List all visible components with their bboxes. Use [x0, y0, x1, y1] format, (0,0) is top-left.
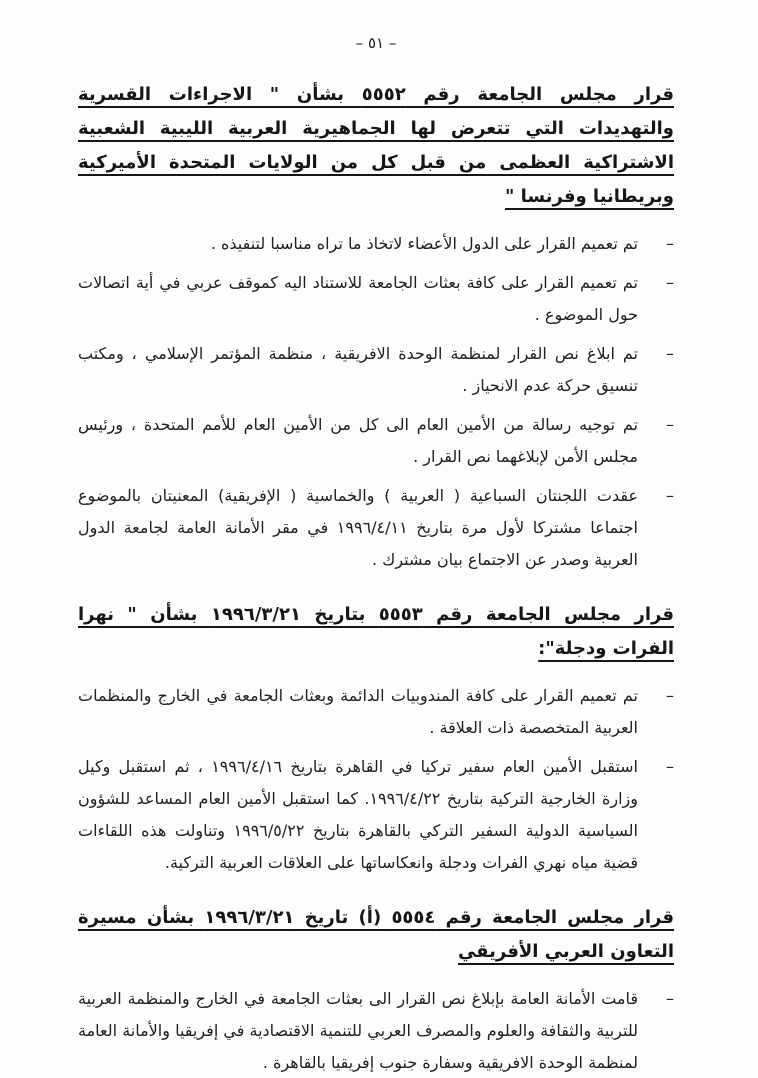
- bullet-list: [78, 983, 674, 1078]
- bullet-text: قامت الأمانة العامة بإبلاغ نص القرار الى بعثات الجامعة في الخارج والمنظمة العربية للتربية والثقافة والعلوم والمصرف العربي للتنمية الاقتصادية في إفريقيا والأمانة العامة لمنظمة الوحدة الافريقية وسفارة جنوب إفريقيا بالقاهرة .: [78, 989, 638, 1072]
- bullet-item: [78, 480, 674, 576]
- dash-bullet-icon: –: [666, 486, 674, 505]
- dash-bullet-icon: –: [666, 757, 674, 776]
- bullet-item: [78, 983, 674, 1078]
- dash-bullet-icon: –: [666, 273, 674, 292]
- section-heading-5554: قرار مجلس الجامعة رقم ٥٥٥٤ (أ) تاريخ ١٩٩٦/٣/٢١ بشأن مسيرة التعاون العربي الأفريقي: [78, 907, 674, 962]
- section-heading-5552: قرار مجلس الجامعة رقم ٥٥٥٢ بشأن " الاجراءات القسرية والتهديدات التي تتعرض لها الجماهيرية العربية الليبية الشعبية الاشتراكية العظمى من قبل كل من الولايات المتحدة الأميركية وبريطانيا وفرنسا ": [78, 84, 674, 207]
- bullet-text: تم ابلاغ نص القرار لمنظمة الوحدة الافريقية ، منظمة المؤتمر الإسلامي ، ومكتب تنسيق حركة عدم الانحياز .: [78, 344, 638, 395]
- bullet-text: تم تعميم القرار على كافة المندوبيات الدائمة وبعثات الجامعة في الخارج والمنظمات العربية المتخصصة ذات العلاقة .: [78, 686, 638, 737]
- bullet-item: [78, 338, 674, 402]
- bullet-item: [78, 751, 674, 879]
- dash-bullet-icon: –: [666, 989, 674, 1008]
- bullet-list: [78, 228, 674, 576]
- bullet-item: [78, 409, 674, 473]
- bullet-list: [78, 680, 674, 879]
- bullet-text: تم توجيه رسالة من الأمين العام الى كل من الأمين العام للأمم المتحدة ، ورئيس مجلس الأمن لإبلاغهما نص القرار .: [78, 415, 638, 466]
- dash-bullet-icon: –: [666, 686, 674, 705]
- section-resolution-5554: [78, 901, 674, 1078]
- bullet-item: [78, 680, 674, 744]
- bullet-item: [78, 228, 674, 260]
- section-resolution-5553: [78, 598, 674, 879]
- dash-bullet-icon: –: [666, 415, 674, 434]
- section-resolution-5552: [78, 78, 674, 576]
- dash-bullet-icon: –: [666, 234, 674, 253]
- bullet-text: استقبل الأمين العام سفير تركيا في القاهرة بتاريخ ١٩٩٦/٤/١٦ ، ثم استقبل وكيل وزارة الخارجية التركية بتاريخ ١٩٩٦/٤/٢٢. كما استقبل الأمين العام المساعد للشؤون السياسية الدولية السفير التركي بالقاهرة بتاريخ ١٩٩٦/٥/٢٢ وتناولت هذه اللقاءات قضية مياه نهري الفرات ودجلة وانعكاساتها على العلاقات العربية التركية.: [78, 757, 639, 872]
- page-number: – ٥١ –: [355, 34, 397, 52]
- bullet-text: تم تعميم القرار على كافة بعثات الجامعة للاستناد اليه كموقف عربي في أية اتصالات حول الموضوع .: [78, 273, 638, 324]
- bullet-text: تم تعميم القرار على الدول الأعضاء لاتخاذ ما تراه مناسبا لتنفيذه .: [210, 234, 638, 253]
- bullet-item: [78, 267, 674, 331]
- bullet-text: عقدت اللجنتان السباعية ( العربية ) والخماسية ( الإفريقية) المعنيتان بالموضوع اجتماعا مشتركا لأول مرة بتاريخ ١٩٩٦/٤/١١ في مقر الأمانة العامة لجامعة الدول العربية وصدر عن الاجتماع بيان مشترك .: [78, 486, 638, 569]
- dash-bullet-icon: –: [666, 344, 674, 363]
- section-heading-5553: قرار مجلس الجامعة رقم ٥٥٥٣ بتاريخ ١٩٩٦/٣/٢١ بشأن " نهرا الفرات ودجلة":: [78, 604, 675, 659]
